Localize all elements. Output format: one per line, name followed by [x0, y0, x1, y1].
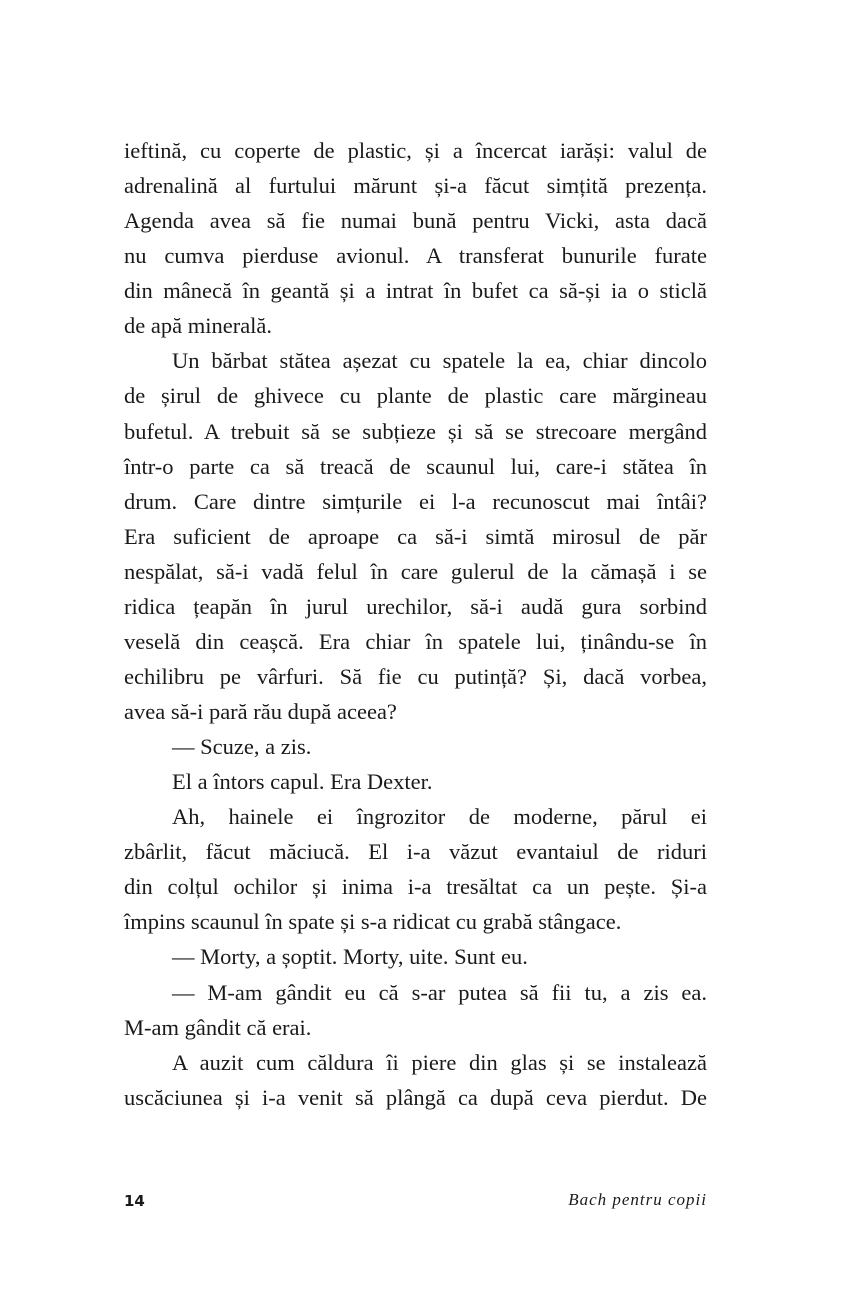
text-line: din mânecă în geantă și a intrat în bufet ca să-și ia o sticlă: [124, 278, 707, 304]
text-line: M-am gândit că erai.: [124, 1014, 312, 1040]
text-line: ridica țeapăn în jurul urechilor, să-i audă gura sorbind: [124, 593, 707, 619]
text-line: împins scaunul în spate și s-a ridicat cu grabă stângace.: [124, 909, 622, 935]
text-line: zbârlit, făcut măciucă. El i-a văzut evantaiul de riduri: [124, 839, 707, 865]
text-line: într-o parte ca să treacă de scaunul lui, care-i stătea în: [124, 453, 707, 479]
text-line: Un bărbat stătea așezat cu spatele la ea, chiar dincolo: [172, 348, 707, 374]
text-line: drum. Care dintre simțurile ei l-a recunoscut mai întâi?: [124, 488, 707, 514]
text-line: Ah, hainele ei îngrozitor de moderne, părul ei: [172, 804, 707, 830]
text-line: adrenalină al furtului mărunt și-a făcut simțită prezența.: [124, 173, 707, 199]
text-line: avea să-i pară rău după aceea?: [124, 699, 397, 724]
text-line: echilibru pe vârfuri. Să fie cu putință? Și, dacă vorbea,: [124, 663, 707, 689]
text-line: Era suficient de aproape ca să-i simtă mirosul de păr: [124, 523, 707, 549]
page-number: 14: [124, 1192, 145, 1210]
running-head: Bach pentru copii: [568, 1190, 707, 1209]
text-line: bufetul. A trebuit să se subțieze și să se strecoare mergând: [124, 418, 707, 444]
text-line: — Scuze, a zis.: [172, 734, 312, 760]
text-line: nespălat, să-i vadă felul în care gulerul de la cămașă i se: [124, 558, 707, 584]
text-line: — M-am gândit eu că s-ar putea să fii tu, a zis ea.: [172, 979, 707, 1005]
text-line: ieftină, cu coperte de plastic, și a încercat iarăși: valul de: [124, 138, 707, 163]
text-line: uscăciunea și i-a venit să plângă ca după ceva pierdut. De: [124, 1084, 707, 1110]
text-line: — Morty, a șoptit. Morty, uite. Sunt eu.: [172, 944, 528, 970]
text-line: din colțul ochilor și inima i-a tresăltat ca un pește. Și-a: [124, 874, 707, 900]
text-line: El a întors capul. Era Dexter.: [172, 769, 433, 795]
text-line: de șirul de ghivece cu plante de plastic care mărgineau: [124, 383, 707, 409]
text-line: A auzit cum căldura îi piere din glas și se instalează: [172, 1049, 707, 1075]
text-line: de apă minerală.: [124, 313, 273, 339]
body-text: [124, 133, 707, 1115]
text-line: nu cumva pierduse avionul. A transferat bunurile furate: [124, 243, 707, 269]
text-line: Agenda avea să fie numai bună pentru Vicki, asta dacă: [124, 208, 707, 234]
text-line: veselă din ceașcă. Era chiar în spatele lui, ținându-se în: [124, 628, 707, 654]
